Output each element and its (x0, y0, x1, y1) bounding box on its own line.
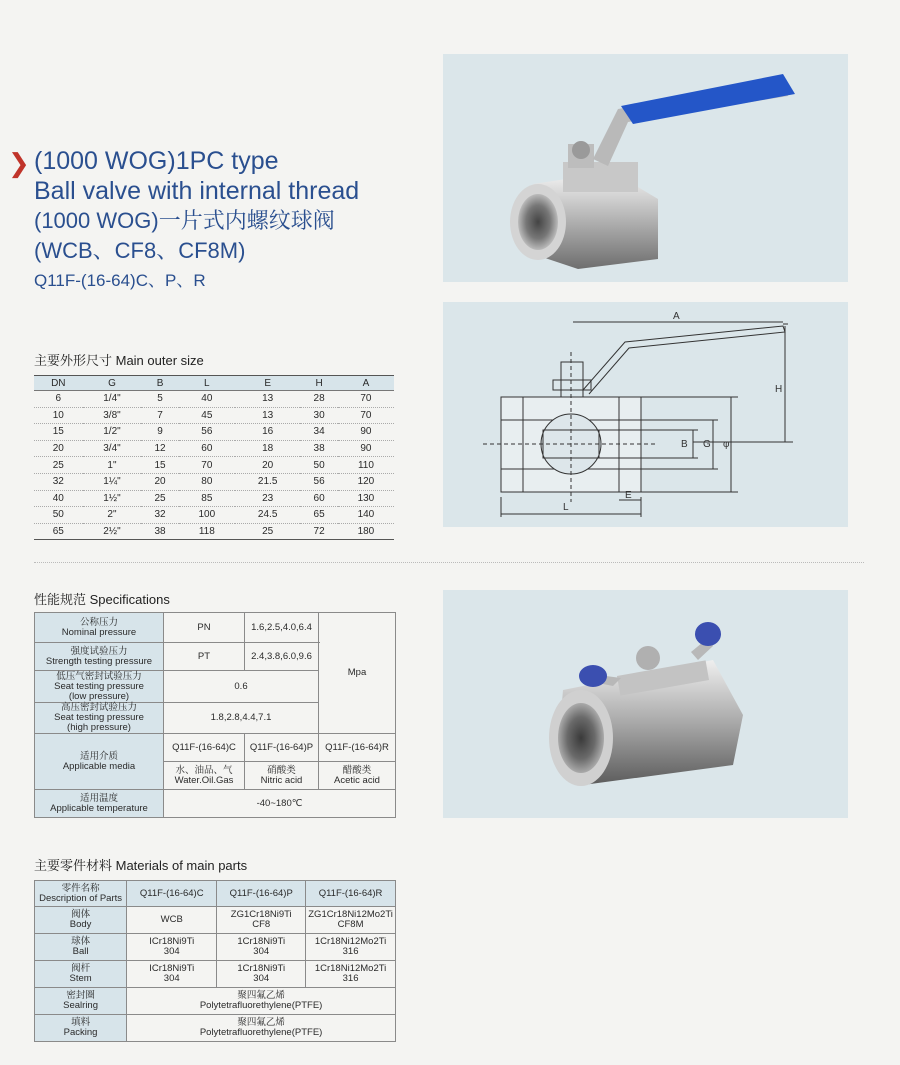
table-cell: 1" (83, 457, 142, 474)
cell-text: Nitric acid (260, 774, 303, 786)
cell-text: Stem (69, 973, 92, 984)
table-cell: 3/8" (83, 407, 142, 424)
cell-text: 适用温度 (79, 792, 118, 804)
outer-size-col-e: E (235, 376, 301, 391)
model-line: Q11F-(16-64)C、P、R (34, 271, 206, 290)
cell-text: 1Cr18Ni12Mo2Ti (314, 963, 387, 974)
table-cell: 13 (235, 391, 301, 408)
dim-label-h: H (775, 384, 783, 395)
table-cell: 1/4" (83, 391, 142, 408)
cell-text: 球体 (71, 936, 91, 947)
cell-text: 聚四氟乙烯 (237, 1017, 285, 1028)
cell-text: ZG1Cr18Ni12Mo2Ti (308, 909, 393, 920)
table-row (34, 440, 394, 457)
table-cell: 15 (34, 424, 83, 441)
table-cell: 18 (235, 440, 301, 457)
table-cell: 110 (338, 457, 394, 474)
outer-size-heading: 主要外形尺寸 Main outer size (34, 353, 204, 368)
cell-text: 水、油品、气 (175, 764, 233, 776)
table-row (34, 490, 394, 507)
table-cell: 21.5 (235, 473, 301, 490)
table-cell: 34 (300, 424, 337, 441)
table-cell (127, 1015, 396, 1042)
outer-size-col-g: G (83, 376, 142, 391)
table-cell (35, 961, 127, 988)
cell-text: CF8M (337, 919, 364, 930)
table-cell: Mpa (319, 613, 396, 734)
outer-size-col-a: A (338, 376, 394, 391)
table-cell: 70 (338, 391, 394, 408)
cell-text: Body (69, 919, 92, 930)
table-cell: 25 (235, 523, 301, 540)
table-row (34, 457, 394, 474)
table-cell: 100 (179, 507, 235, 524)
table-cell (306, 961, 396, 988)
specs-heading: 性能规范 Specifications (34, 592, 170, 607)
lever-valve-photo (443, 54, 848, 282)
dim-label-phi: φ (723, 439, 730, 450)
table-cell: 50 (300, 457, 337, 474)
table-cell: 72 (300, 523, 337, 540)
cell-text: 填料 (71, 1017, 91, 1028)
cell-text: 零件名称 (61, 882, 100, 894)
table-cell: -40~180℃ (164, 790, 396, 818)
table-cell: 1.8,2.8,4.4,7.1 (164, 703, 319, 734)
table-cell: 65 (300, 507, 337, 524)
table-cell (35, 988, 127, 1015)
cell-text: 304 (253, 973, 270, 984)
cell-text: ICr18Ni9Ti (149, 936, 195, 947)
table-cell: 130 (338, 490, 394, 507)
table-cell: 7 (141, 407, 178, 424)
cell-text: (low pressure) (68, 690, 130, 702)
outer-size-col-b: B (141, 376, 178, 391)
t-handle-valve-photo (443, 590, 848, 818)
table-cell: 0.6 (164, 671, 319, 703)
table-cell: 56 (300, 473, 337, 490)
cell-text: 304 (163, 946, 180, 957)
table-cell: 25 (141, 490, 178, 507)
dim-label-e: E (625, 490, 632, 501)
table-cell (245, 762, 319, 790)
table-cell: 24.5 (235, 507, 301, 524)
table-cell (35, 790, 164, 818)
table-cell: 90 (338, 440, 394, 457)
table-cell: 20 (235, 457, 301, 474)
table-cell: 65 (34, 523, 83, 540)
table-cell: 70 (338, 407, 394, 424)
table-cell: 90 (338, 424, 394, 441)
table-cell: 38 (300, 440, 337, 457)
cell-text: Sealring (63, 1000, 98, 1011)
specs-table (34, 612, 396, 818)
table-cell (35, 703, 164, 734)
table-cell: 80 (179, 473, 235, 490)
cell-text: 强度试验压力 (70, 645, 128, 657)
table-cell: 9 (141, 424, 178, 441)
cell-text: 316 (342, 946, 359, 957)
dim-label-l: L (563, 502, 569, 513)
table-cell: 120 (338, 473, 394, 490)
table-cell (127, 934, 217, 961)
dimension-drawing (443, 302, 848, 527)
table-cell: 12 (141, 440, 178, 457)
table-cell: Q11F-(16-64)R (306, 881, 396, 907)
table-row (34, 424, 394, 441)
table-cell: 20 (141, 473, 178, 490)
table-cell (127, 961, 217, 988)
table-cell: 23 (235, 490, 301, 507)
cell-text: Water.Oil.Gas (174, 774, 234, 786)
cell-text: 1Cr18Ni12Mo2Ti (314, 936, 387, 947)
table-cell: 28 (300, 391, 337, 408)
table-cell: 85 (179, 490, 235, 507)
table-cell (306, 907, 396, 934)
table-cell: Q11F-(16-64)C (164, 734, 245, 762)
table-cell (35, 613, 164, 643)
title-line-4: (WCB、CF8、CF8M) (34, 238, 246, 263)
table-cell: 6 (34, 391, 83, 408)
table-row (34, 407, 394, 424)
cell-text: 1Cr18Ni9Ti (237, 963, 286, 974)
cell-text: 304 (253, 946, 270, 957)
table-cell: 70 (179, 457, 235, 474)
cell-text: ICr18Ni9Ti (149, 963, 195, 974)
table-cell: 25 (34, 457, 83, 474)
cell-text: Applicable temperature (50, 802, 148, 814)
table-cell: 2½" (83, 523, 142, 540)
title-line-2: Ball valve with internal thread (34, 177, 360, 205)
table-cell: PN (164, 613, 245, 643)
table-row (34, 473, 394, 490)
cell-text: Description of Parts (39, 892, 123, 904)
table-cell: 32 (141, 507, 178, 524)
table-cell: 2" (83, 507, 142, 524)
cell-text: Nominal pressure (61, 626, 137, 638)
table-cell: Q11F-(16-64)P (245, 734, 319, 762)
table-cell (35, 643, 164, 671)
table-cell (35, 1015, 127, 1042)
table-row (34, 391, 394, 408)
table-cell (35, 734, 164, 790)
cell-text: 316 (342, 973, 359, 984)
table-cell: 1¼" (83, 473, 142, 490)
table-cell: 3/4" (83, 440, 142, 457)
table-row (34, 523, 394, 540)
table-cell: 40 (179, 391, 235, 408)
chevron-right-icon: ❯ (8, 148, 30, 178)
cell-text: 阀杆 (71, 963, 91, 974)
title-line-3: (1000 WOG)一片式内螺纹球阀 (34, 208, 335, 233)
cell-text: (high pressure) (67, 722, 131, 733)
dim-label-b: B (681, 439, 688, 450)
cell-text: 1Cr18Ni9Ti (237, 936, 286, 947)
table-cell (217, 907, 306, 934)
cell-text: 阀体 (71, 909, 91, 920)
table-cell: Q11F-(16-64)C (127, 881, 217, 907)
cell-text: 适用介质 (79, 750, 118, 762)
dim-label-a: A (673, 311, 680, 322)
table-cell: 15 (141, 457, 178, 474)
cell-text: 高压密封试验压力 (60, 702, 137, 713)
cell-text: Packing (63, 1027, 98, 1038)
cell-text: Polytetrafluorethylene(PTFE) (199, 1027, 323, 1038)
table-cell: 56 (179, 424, 235, 441)
table-cell (217, 961, 306, 988)
cell-text: 低压气密封试验压力 (56, 670, 142, 682)
cell-text: 聚四氟乙烯 (237, 990, 285, 1001)
table-cell (127, 988, 396, 1015)
table-cell: 50 (34, 507, 83, 524)
table-cell (319, 762, 396, 790)
table-cell: 60 (179, 440, 235, 457)
cell-text: Acetic acid (334, 774, 380, 786)
cell-text: Strength testing pressure (45, 655, 153, 667)
table-cell: 20 (34, 440, 83, 457)
materials-heading: 主要零件材料 Materials of main parts (34, 858, 248, 873)
table-cell: 60 (300, 490, 337, 507)
table-cell: 1.6,2.5,4.0,6.4 (245, 613, 319, 643)
table-row (34, 507, 394, 524)
table-cell: 2.4,3.8,6.0,9.6 (245, 643, 319, 671)
table-cell (35, 907, 127, 934)
cell-text: ZG1Cr18Ni9Ti (230, 909, 292, 920)
table-cell (217, 934, 306, 961)
table-cell: 30 (300, 407, 337, 424)
cell-text: Seat testing pressure (54, 680, 144, 692)
table-cell (35, 881, 127, 907)
table-cell: 16 (235, 424, 301, 441)
outer-size-table (34, 375, 394, 540)
table-cell: 1½" (83, 490, 142, 507)
table-cell: 13 (235, 407, 301, 424)
divider (34, 562, 864, 563)
table-cell: 5 (141, 391, 178, 408)
table-cell (306, 934, 396, 961)
table-cell: 1/2" (83, 424, 142, 441)
table-cell: Q11F-(16-64)R (319, 734, 396, 762)
table-cell: 118 (179, 523, 235, 540)
dim-label-g: G (703, 439, 711, 450)
table-cell: Q11F-(16-64)P (217, 881, 306, 907)
table-cell: WCB (127, 907, 217, 934)
table-cell (35, 671, 164, 703)
cell-text: CF8 (252, 919, 271, 930)
cell-text: 密封圈 (66, 990, 95, 1001)
table-cell: 45 (179, 407, 235, 424)
cell-text: 醋酸类 (342, 764, 372, 776)
table-cell: PT (164, 643, 245, 671)
table-cell (164, 762, 245, 790)
table-cell: 10 (34, 407, 83, 424)
table-cell: 140 (338, 507, 394, 524)
cell-text: 公称压力 (79, 616, 118, 628)
table-cell (35, 934, 127, 961)
outer-size-col-l: L (179, 376, 235, 391)
cell-text: 304 (163, 973, 180, 984)
cell-text: Seat testing pressure (54, 712, 144, 723)
outer-size-col-dn: DN (34, 376, 83, 391)
cell-text: Applicable media (62, 760, 136, 772)
cell-text: Polytetrafluorethylene(PTFE) (199, 1000, 323, 1011)
materials-table (34, 880, 396, 1042)
title-line-1: (1000 WOG)1PC type (34, 147, 279, 175)
outer-size-col-h: H (300, 376, 337, 391)
table-cell: 40 (34, 490, 83, 507)
table-cell: 32 (34, 473, 83, 490)
table-cell: 38 (141, 523, 178, 540)
cell-text: Ball (72, 946, 89, 957)
table-cell: 180 (338, 523, 394, 540)
cell-text: 硝酸类 (267, 764, 296, 776)
